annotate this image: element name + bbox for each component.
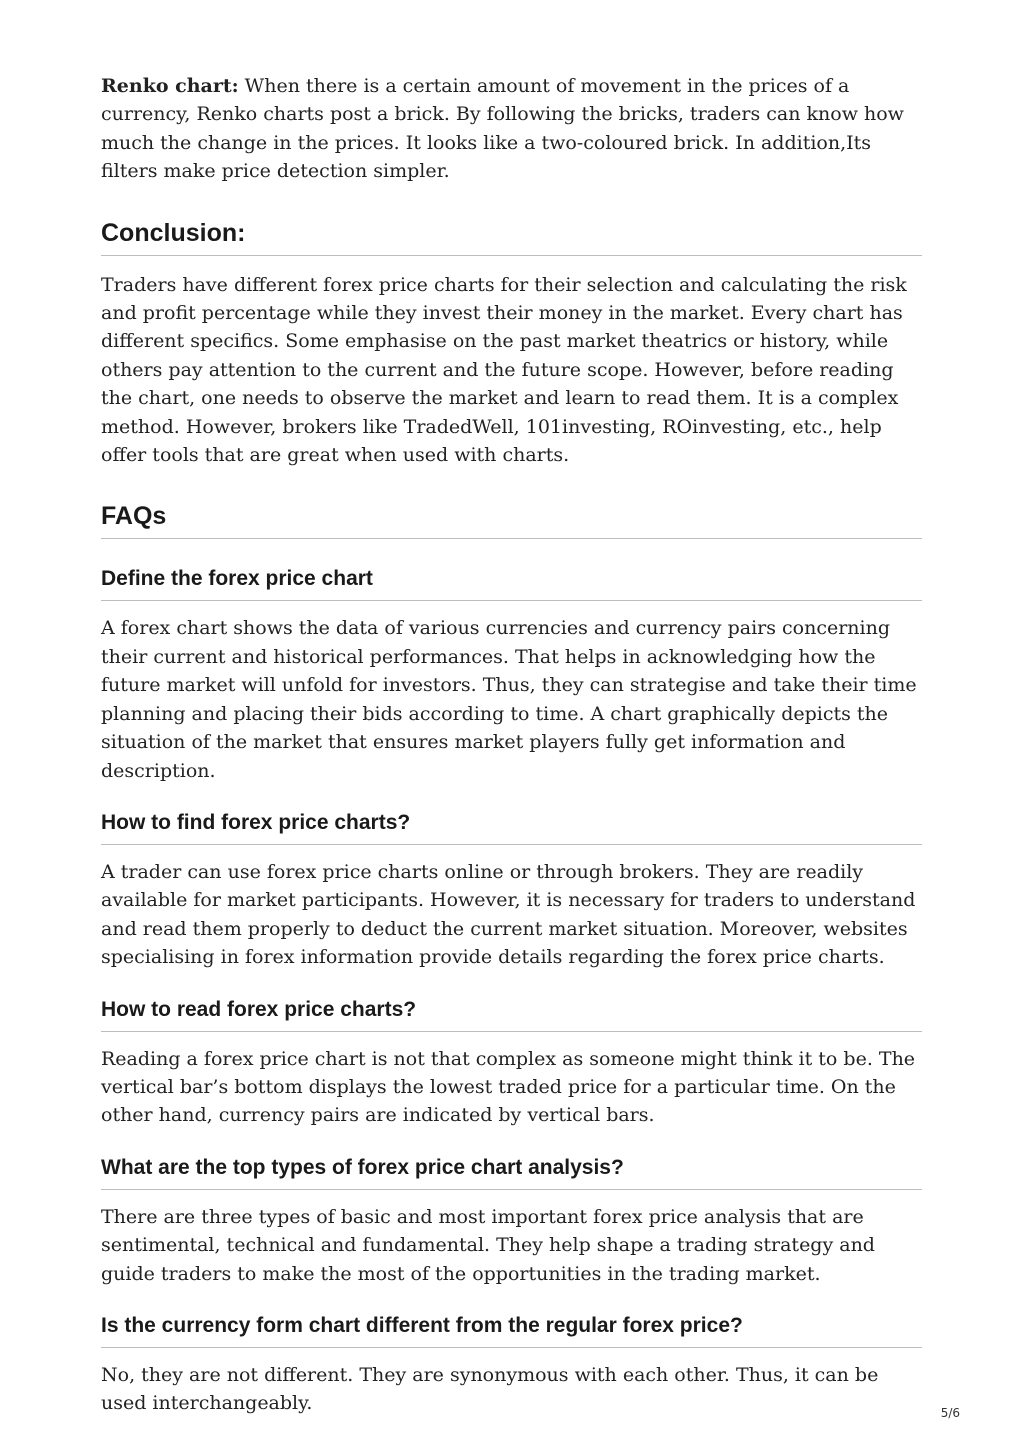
renko-paragraph	[101, 72, 922, 186]
conclusion-heading: Conclusion:	[101, 218, 922, 256]
faq-answer: Reading a forex price chart is not that complex as someone might think it to be. The vertical bar’s bottom displays the lowest traded price for a particular time. On the other hand, currency pairs are indicated by vertical bars.	[101, 1047, 916, 1127]
faq-question: What are the top types of forex price chart analysis?	[101, 1155, 922, 1190]
faq-question: Is the currency form chart different from the regular forex price?	[101, 1313, 922, 1348]
faq-answer: A trader can use forex price charts online or through brokers. They are readily available for market participants. However, it is necessary for traders to understand and read them properly to deduct the current market situation. Moreover, websites specialising in forex information provide details regarding the forex price charts.	[101, 860, 916, 969]
page-number: 5/6	[940, 1406, 960, 1420]
renko-description: When there is a certain amount of movement in the prices of a currency, Renko charts post a brick. By following the bricks, traders can know how much the change in the prices. It looks like a two-coloured brick. In addition,Its filters make price detection simpler.	[101, 75, 904, 183]
document-page	[101, 72, 922, 1418]
faq-question: How to read forex price charts?	[101, 997, 922, 1032]
faq-answer: No, they are not different. They are synonymous with each other. Thus, it can be used interchangeably.	[101, 1363, 879, 1415]
faq-answer: There are three types of basic and most important forex price analysis that are sentimental, technical and fundamental. They help shape a trading strategy and guide traders to make the most of the opportunities in the trading market.	[101, 1205, 875, 1285]
faq-question: How to find forex price charts?	[101, 810, 922, 845]
faq-answer: A forex chart shows the data of various currencies and currency pairs concerning their current and historical performances. That helps in acknowledging how the future market will unfold for investors. Thus, they can strategise and take their time planning and placing their bids according to time. A chart graphically depicts the situation of the market that ensures market players fully get information and description.	[101, 617, 917, 782]
renko-term: Renko chart:	[101, 75, 239, 97]
conclusion-paragraph: Traders have different forex price charts for their selection and calculating the risk and profit percentage while they invest their money in the market. Every chart has different specifics. Some emphasise on the past market theatrics or history, while others pay attention to the current and the future scope. However, before reading the chart, one needs to observe the market and learn to read them. It is a complex method. However, brokers like TradedWell, 101investing, ROinvesting, etc., help offer tools that are great when used with charts.	[101, 273, 907, 467]
faq-question: Define the forex price chart	[101, 566, 922, 601]
faqs-heading: FAQs	[101, 501, 922, 539]
